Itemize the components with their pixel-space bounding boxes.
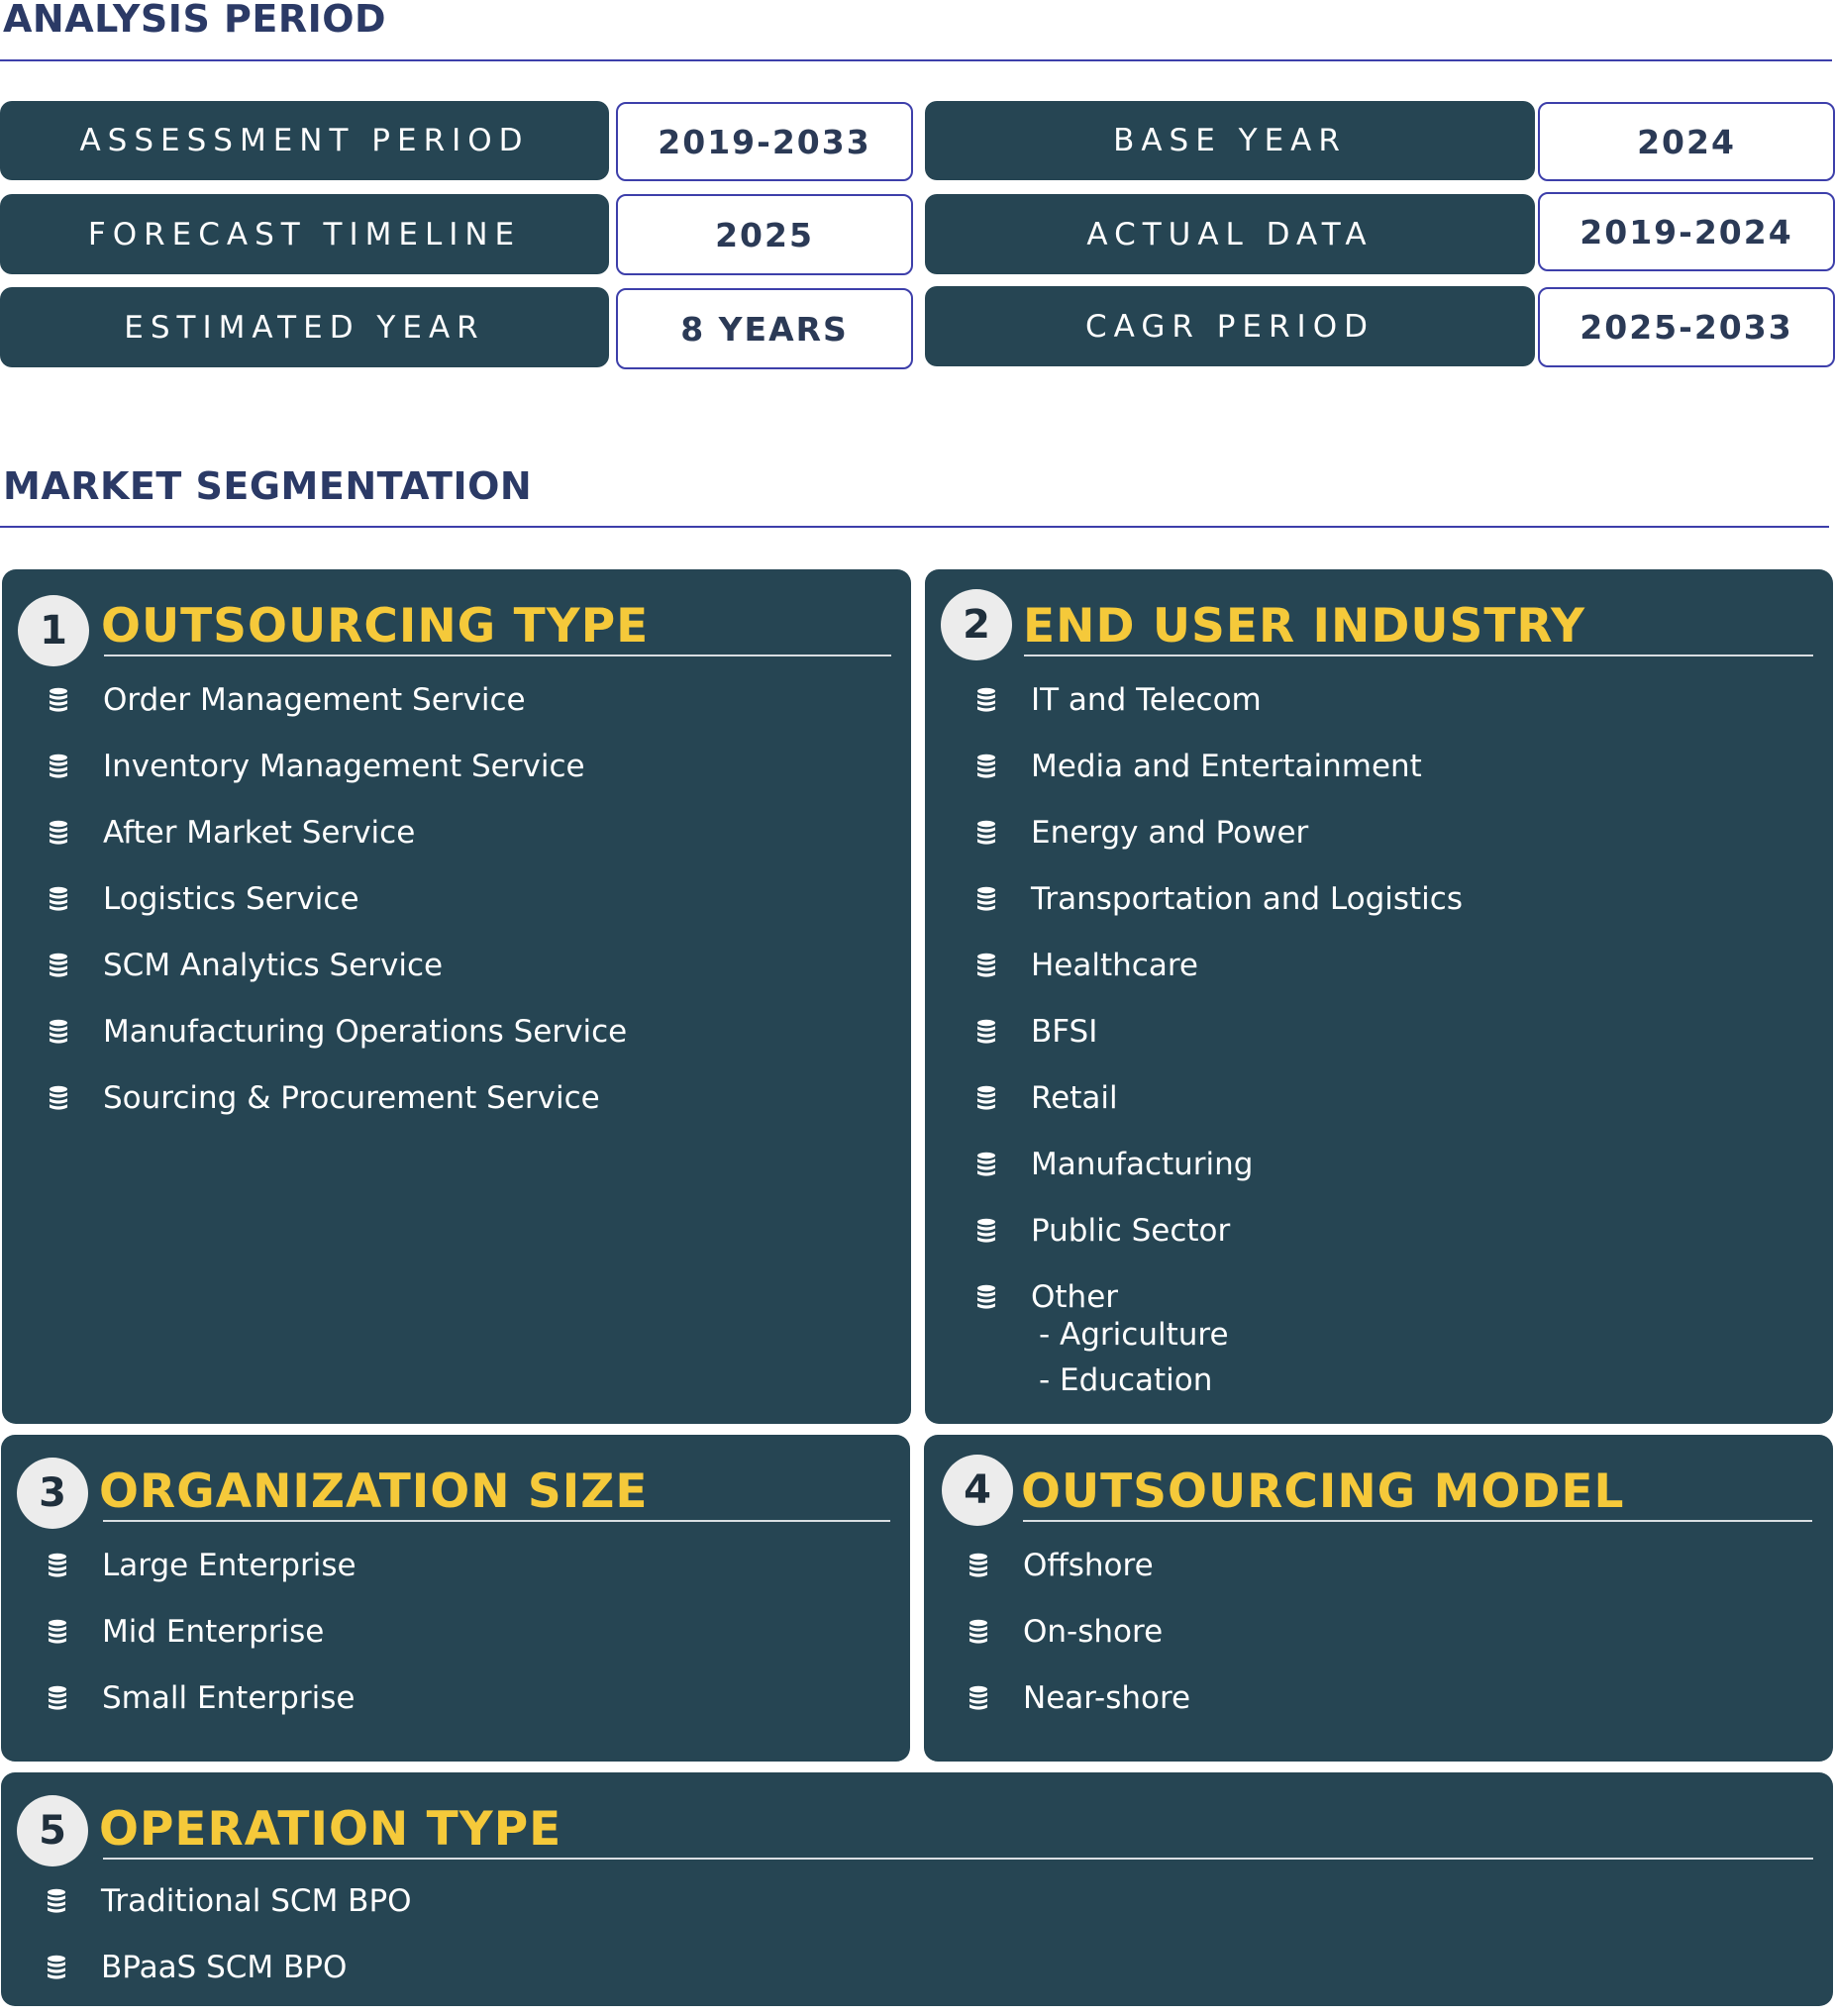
forecast-timeline-label: FORECAST TIMELINE <box>0 194 609 274</box>
database-icon <box>976 1152 996 1177</box>
list-item <box>49 881 880 948</box>
panel-end-user-industry <box>925 569 1833 1424</box>
actual-data-value: 2019-2024 <box>1538 192 1835 271</box>
base-year-label: BASE YEAR <box>925 101 1535 180</box>
panel-outsourcing-type <box>2 569 911 1424</box>
list-item-label: Media and Entertainment <box>1031 749 1422 784</box>
list-item-label: Inventory Management Service <box>103 749 585 784</box>
panel-outsourcing-model <box>924 1435 1833 1762</box>
market-segmentation-title: MARKET SEGMENTATION <box>3 464 533 508</box>
list-item <box>968 1548 1800 1614</box>
list-item <box>47 1950 1730 2016</box>
list-item-label: Offshore <box>1023 1548 1154 1583</box>
database-icon <box>976 820 996 846</box>
list-item <box>48 1548 879 1614</box>
database-icon <box>48 1619 67 1645</box>
list-item <box>976 881 1808 948</box>
list-item-label: Large Enterprise <box>102 1548 357 1583</box>
database-icon <box>968 1619 988 1645</box>
list-item <box>49 749 880 815</box>
database-icon <box>976 953 996 978</box>
database-icon <box>49 953 68 978</box>
assessment-period-label: ASSESSMENT PERIOD <box>0 101 609 180</box>
panel-number-badge: 3 <box>17 1458 88 1529</box>
database-icon <box>968 1685 988 1711</box>
list-item <box>976 1080 1808 1147</box>
list-item <box>48 1614 879 1680</box>
list-item-label: Order Management Service <box>103 682 526 718</box>
list-item-label: Near-shore <box>1023 1680 1191 1716</box>
list-item-label: Mid Enterprise <box>102 1614 325 1650</box>
list-item-label: Energy and Power <box>1031 815 1309 851</box>
panel-title: ORGANIZATION SIZE <box>99 1464 649 1519</box>
database-icon <box>48 1553 67 1578</box>
list-item-label: IT and Telecom <box>1031 682 1262 718</box>
database-icon <box>47 1955 66 1980</box>
panel-operation-type <box>1 1772 1833 2006</box>
panel-title: OPERATION TYPE <box>99 1802 562 1857</box>
list-item <box>47 1883 1730 1950</box>
list-item <box>976 815 1808 881</box>
list-item-label: Healthcare <box>1031 948 1198 983</box>
database-icon <box>49 886 68 912</box>
database-icon <box>49 1019 68 1045</box>
list-item <box>976 1213 1808 1279</box>
list-item-label: Public Sector <box>1031 1213 1231 1249</box>
database-icon <box>49 687 68 713</box>
list-item-label: Transportation and Logistics <box>1031 881 1463 917</box>
panel-title-divider <box>103 1520 890 1522</box>
analysis-period-title: ANALYSIS PERIOD <box>3 0 387 41</box>
end-user-industry-list <box>976 682 1808 1346</box>
estimated-year-label: ESTIMATED YEAR <box>0 287 609 367</box>
panel-title: OUTSOURCING TYPE <box>101 599 650 654</box>
list-item-label: Traditional SCM BPO <box>101 1883 412 1919</box>
database-icon <box>976 1218 996 1244</box>
database-icon <box>49 1085 68 1111</box>
panel-number-badge: 5 <box>17 1795 88 1866</box>
panel-title-divider <box>103 1858 1813 1860</box>
list-item-label: BFSI <box>1031 1014 1098 1050</box>
list-item <box>976 948 1808 1014</box>
database-icon <box>976 754 996 779</box>
database-icon <box>47 1888 66 1914</box>
analysis-period-divider <box>0 59 1832 61</box>
list-item <box>49 1080 880 1147</box>
database-icon <box>976 1085 996 1111</box>
panel-number-badge: 2 <box>941 589 1012 660</box>
actual-data-label: ACTUAL DATA <box>925 194 1535 274</box>
list-item-label: SCM Analytics Service <box>103 948 444 983</box>
database-icon <box>976 687 996 713</box>
operation-type-list <box>47 1883 1730 2016</box>
outsourcing-model-list <box>968 1548 1800 1747</box>
database-icon <box>976 1284 996 1310</box>
cagr-period-label: CAGR PERIOD <box>925 286 1535 366</box>
list-item-label: After Market Service <box>103 815 416 851</box>
list-item <box>976 682 1808 749</box>
list-item-label: Small Enterprise <box>102 1680 356 1716</box>
outsourcing-type-list <box>49 682 880 1147</box>
panel-number-badge: 1 <box>18 595 89 666</box>
list-item <box>968 1680 1800 1747</box>
panel-title-divider <box>104 655 891 656</box>
estimated-year-value: 8 YEARS <box>616 288 913 369</box>
other-sub-items <box>1031 1312 1229 1403</box>
assessment-period-value: 2019-2033 <box>616 102 913 181</box>
database-icon <box>49 754 68 779</box>
database-icon <box>49 820 68 846</box>
list-item <box>49 682 880 749</box>
list-item-label: BPaaS SCM BPO <box>101 1950 348 1985</box>
list-item-label: Other <box>1031 1279 1119 1315</box>
list-item-label: Manufacturing Operations Service <box>103 1014 628 1050</box>
forecast-timeline-value: 2025 <box>616 194 913 275</box>
panel-title: OUTSOURCING MODEL <box>1021 1464 1625 1519</box>
list-item <box>976 1147 1808 1213</box>
list-item <box>49 948 880 1014</box>
list-item <box>49 1014 880 1080</box>
list-item-label: On-shore <box>1023 1614 1164 1650</box>
panel-number-badge: 4 <box>942 1455 1013 1526</box>
panel-title-divider <box>1023 1520 1812 1522</box>
database-icon <box>976 1019 996 1045</box>
organization-size-list <box>48 1548 879 1747</box>
list-item <box>48 1680 879 1747</box>
panel-title-divider <box>1024 655 1813 656</box>
cagr-period-value: 2025-2033 <box>1538 287 1835 367</box>
market-segmentation-divider <box>0 526 1829 528</box>
sub-item-agriculture: - Agriculture <box>1039 1317 1229 1353</box>
list-item <box>976 749 1808 815</box>
list-item-label: Sourcing & Procurement Service <box>103 1080 600 1116</box>
list-item <box>968 1614 1800 1680</box>
list-item <box>976 1014 1808 1080</box>
sub-item-education: - Education <box>1039 1362 1213 1398</box>
database-icon <box>48 1685 67 1711</box>
list-item <box>49 815 880 881</box>
panel-title: END USER INDUSTRY <box>1023 599 1586 654</box>
list-item-label: Retail <box>1031 1080 1118 1116</box>
database-icon <box>976 886 996 912</box>
database-icon <box>968 1553 988 1578</box>
list-item-label: Logistics Service <box>103 881 359 917</box>
list-item-label: Manufacturing <box>1031 1147 1254 1182</box>
panel-organization-size <box>1 1435 910 1762</box>
base-year-value: 2024 <box>1538 102 1835 181</box>
